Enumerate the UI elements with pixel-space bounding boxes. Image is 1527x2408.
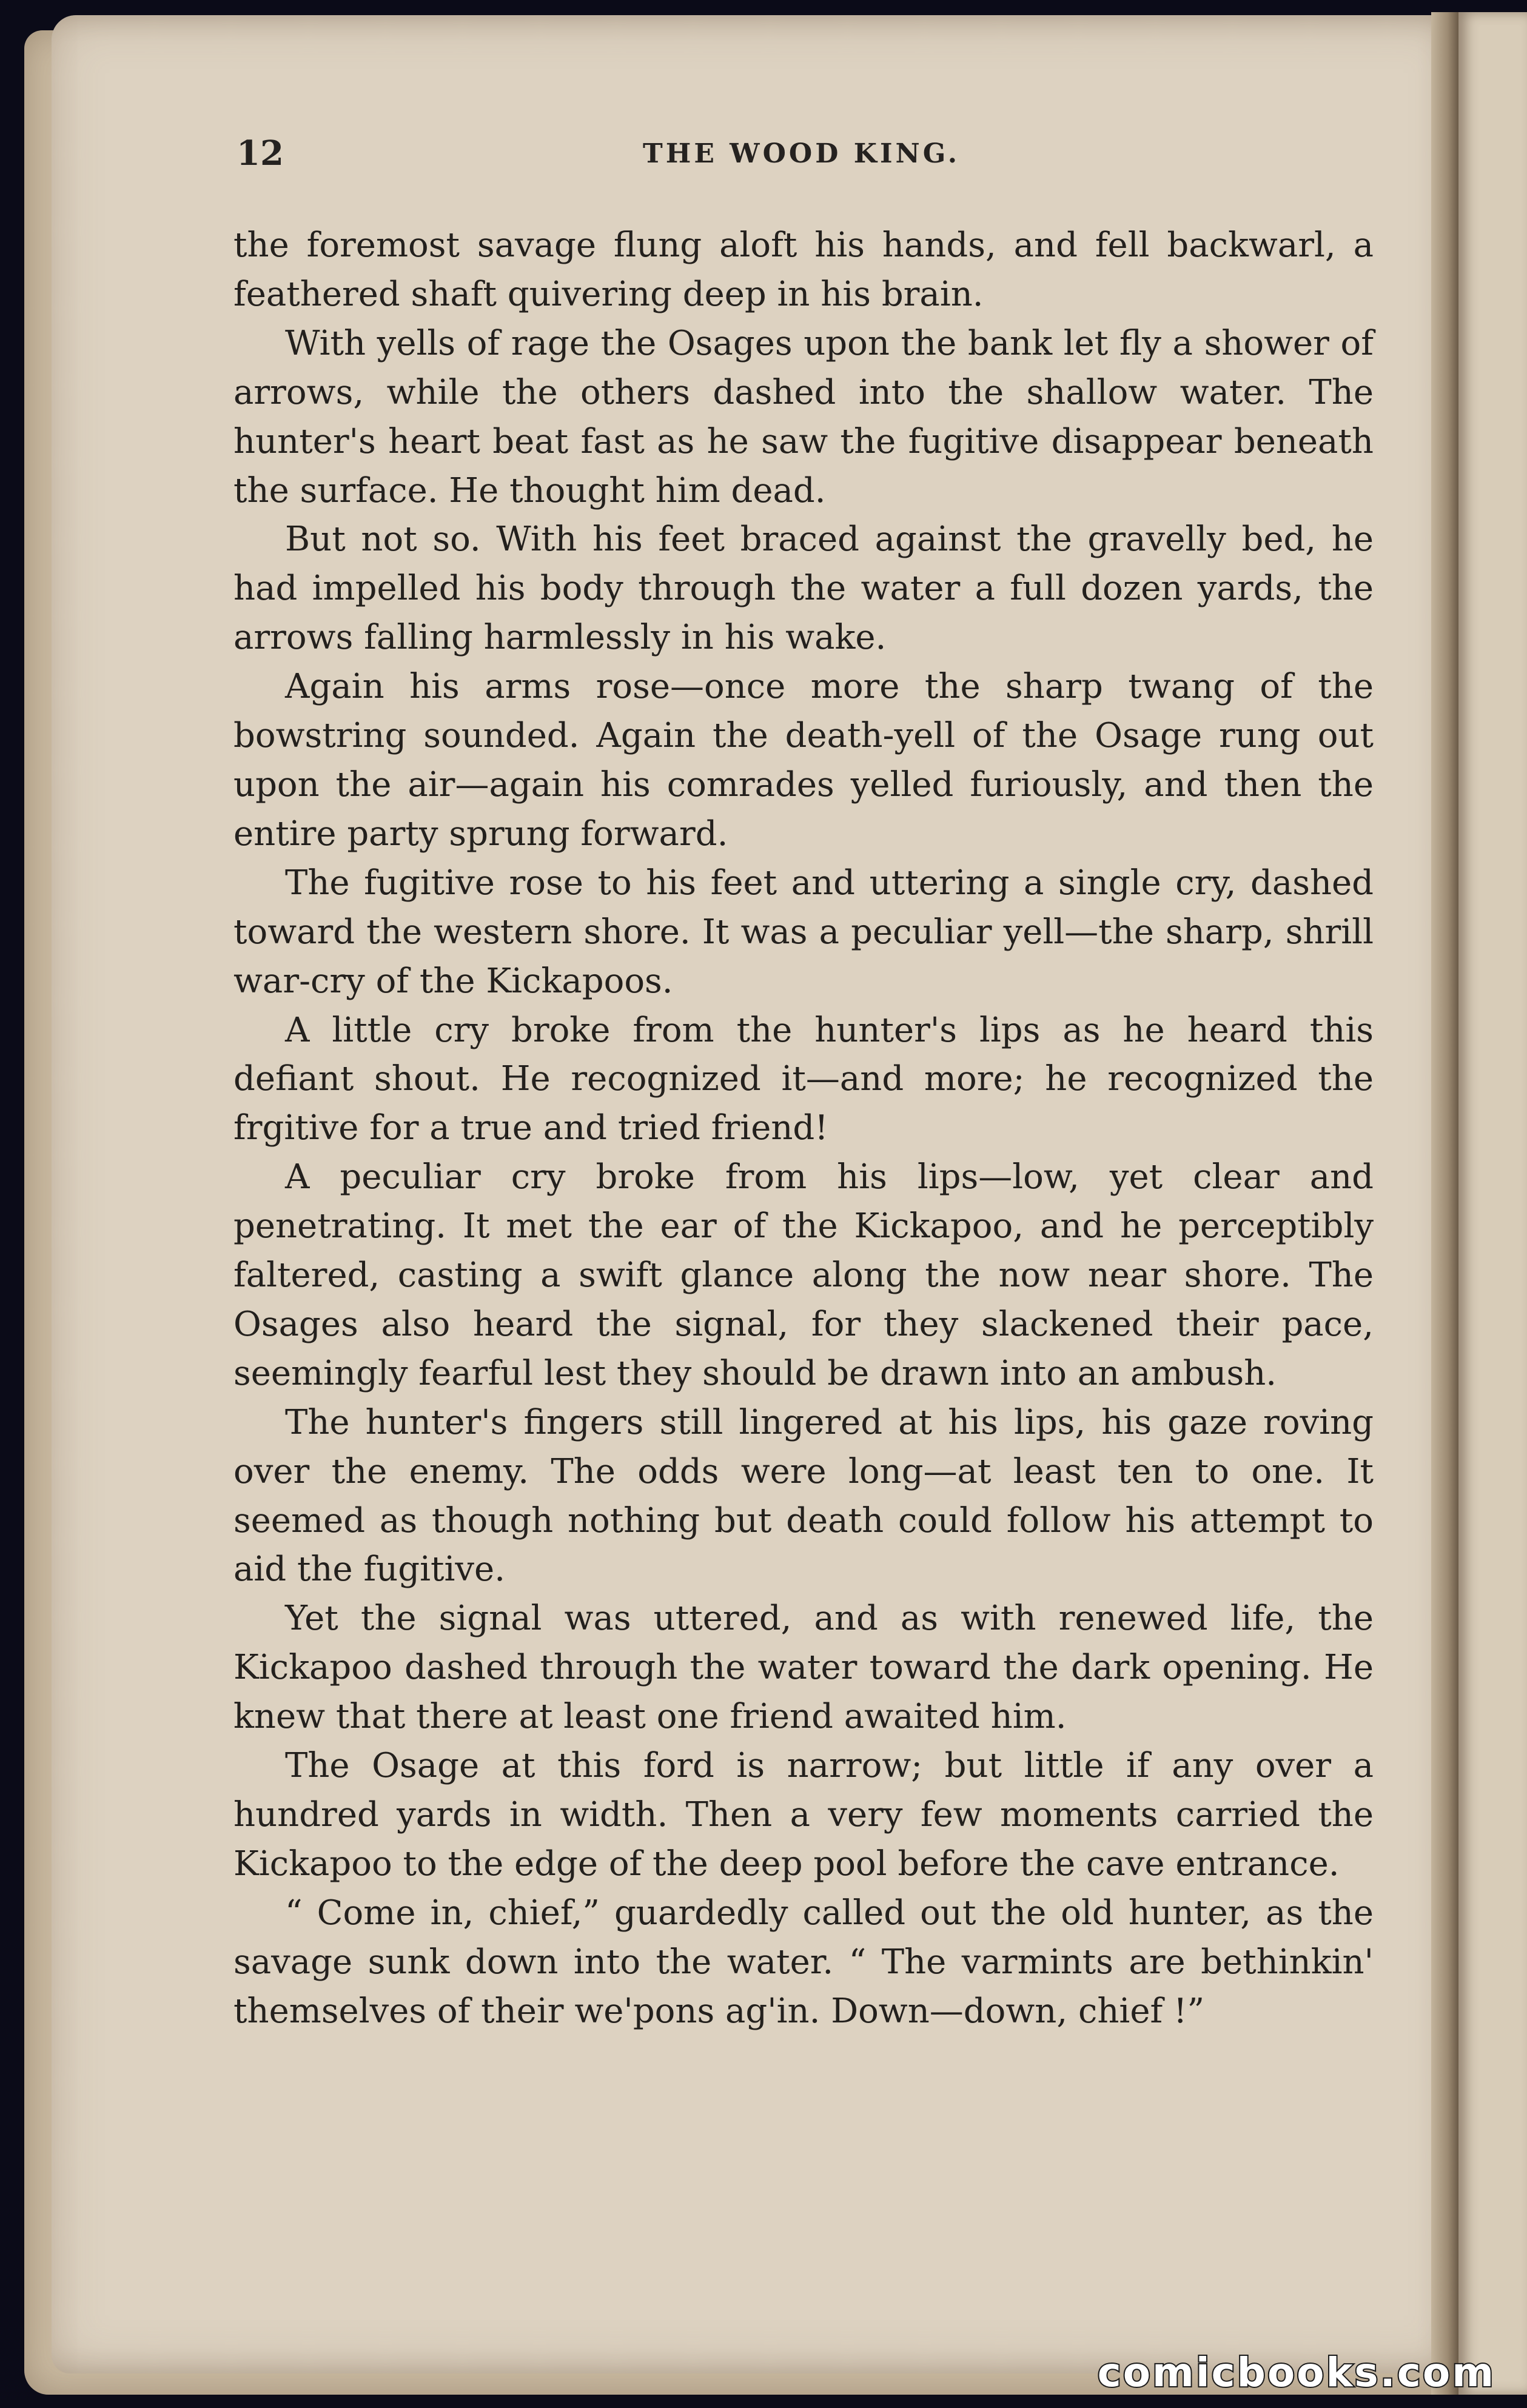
body-text (233, 221, 1374, 2036)
page-number: 12 (237, 133, 284, 173)
paragraph: A peculiar cry broke from his lips—low, yet clear and penetrating. It met the ear of the Kickapoo, and he perceptibly faltered, casting a swift glance along the now near shore. The Osages also heard the signal, for they slackened their pace, seemingly fearful lest they should be drawn into an ambush. (233, 1157, 1374, 1393)
paragraph: The fugitive rose to his feet and uttering a single cry, dashed toward the western shore. It was a peculiar yell—the sharp, shrill war-cry of the Kickapoos. (233, 863, 1374, 1001)
paragraph: Yet the signal was uttered, and as with renewed life, the Kickapoo dashed through the water toward the dark opening. He knew that there at least one friend awaited him. (233, 1599, 1374, 1737)
paragraph: The Osage at this ford is narrow; but little if any over a hundred yards in width. Then a very few moments carried the Kickapoo to the edge of the deep pool before the cave entrance. (233, 1746, 1374, 1884)
paragraph: A little cry broke from the hunter's lips as he heard this defiant shout. He recognized it—and more; he recognized the frgitive for a true and tried friend! (233, 1010, 1374, 1148)
site-watermark: comicbooks.com (1097, 2349, 1495, 2396)
facing-page-edge (1458, 12, 1527, 2395)
paragraph: But not so. With his feet braced against the gravelly bed, he had impelled his body through the water a full dozen yards, the arrows falling harmlessly in his wake. (233, 520, 1374, 658)
running-head (237, 133, 1377, 182)
paragraph: With yells of rage the Osages upon the bank let fly a shower of arrows, while the others dashed into the shallow water. The hunter's heart beat fast as he saw the fugitive disappear beneath the surface. He thought him dead. (233, 323, 1374, 510)
book-gutter (1431, 12, 1458, 2395)
paragraph: Again his arms rose—once more the sharp twang of the bowstring sounded. Again the death-yell of the Osage rung out upon the air—again his comrades yelled furiously, and then the entire party sprung forward. (233, 667, 1374, 854)
paragraph: The hunter's fingers still lingered at his lips, his gaze roving over the enemy. The odds were long—at least ten to one. It seemed as though nothing but death could follow his attempt to aid the fugitive. (233, 1402, 1374, 1590)
paragraph: the foremost savage flung aloft his hands, and fell backwarl, a feathered shaft quivering deep in his brain. (233, 226, 1374, 314)
book-title: THE WOOD KING. (643, 138, 961, 169)
paragraph: “ Come in, chief,” guardedly called out the old hunter, as the savage sunk down into the water. “ The varmints are bethinkin' themselves of their we'pons ag'in. Down—down, chief !” (233, 1893, 1374, 2031)
